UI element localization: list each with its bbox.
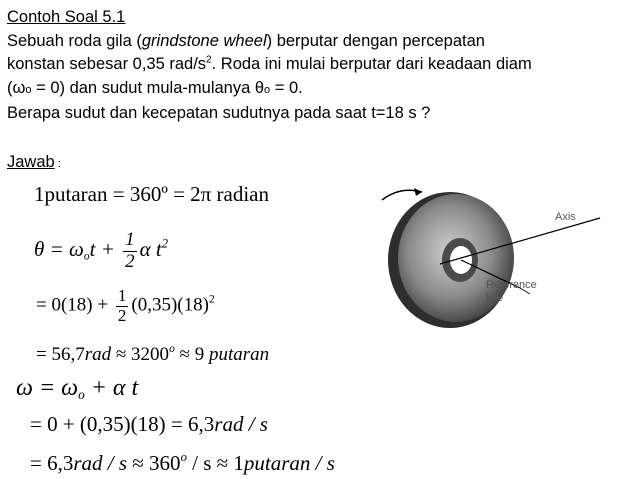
problem-line-1: Sebuah roda gila (grindstone wheel) berputar dengan percepatan <box>7 31 485 50</box>
problem-statement <box>7 6 633 126</box>
fraction-half-2: $\frac{1}{2}$ <box>117 286 127 325</box>
problem-line-2: konstan sebesar 0,35 rad/$s^2$. Roda ini mulai berputar dari keadaan diam <box>7 54 532 73</box>
equation-revolution: 1putaran = 360º = 2π radian <box>34 182 269 206</box>
answer-label: Jawab : <box>7 153 61 171</box>
equation-velocity-converted: = $6,3rad / s \approx 360^o / s$ ≈ 1putaran / s <box>30 450 335 475</box>
fraction-half: $\frac{1}{2}$ <box>125 229 135 272</box>
equation-angle-result: = $56,7rad \approx 3200^o \approx 9$ putaran <box>36 343 270 365</box>
problem-line-3: (ωo = 0) dan sudut mula-mulanya θo = 0. <box>7 78 303 97</box>
equation-angle-substituted: = 0(18) + $\frac{1}{2}$ $(0,35)(18)^2$ <box>36 286 215 325</box>
arrow-head-icon <box>414 188 422 196</box>
grindstone-wheel-figure <box>370 178 610 328</box>
reference-label: Reference <box>486 279 537 291</box>
problem-heading: Contoh Soal 5.1 <box>7 8 126 26</box>
equation-angle: $\theta = \omega_ot$ + $\frac{1}{2}$ α $t^2$ <box>34 229 168 272</box>
problem-question: Berapa sudut dan kecepatan sudutnya pada saat t=18 s ? <box>7 104 431 122</box>
reference-label-line: line <box>486 292 504 304</box>
axis-label: Axis <box>555 211 576 223</box>
equation-velocity-substituted: = 0 + (0,35)(18) = 6,3rad / s <box>30 412 268 436</box>
equation-angular-velocity: $\omega = \omega_o + \alpha$ t <box>16 375 139 402</box>
